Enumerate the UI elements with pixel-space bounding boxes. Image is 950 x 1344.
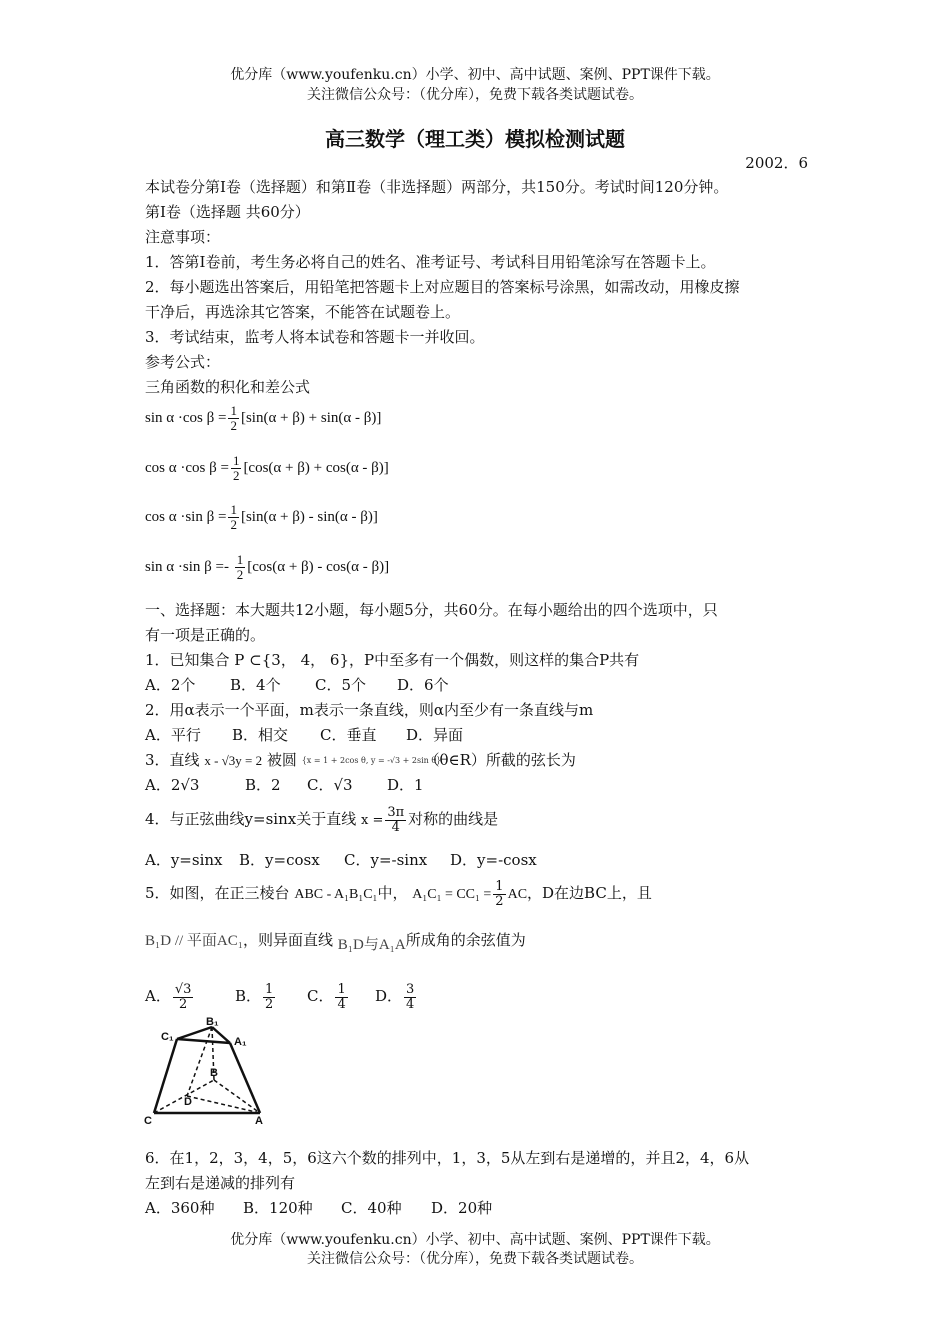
q5-solid: ABC - A₁B₁C₁ bbox=[294, 887, 378, 902]
section1-line-2: 有一项是正确的。 bbox=[145, 626, 266, 644]
q3-option-b: B．2 bbox=[245, 776, 281, 794]
page-title: 高三数学（理工类）模拟检测试题 bbox=[325, 127, 625, 151]
notice-2: 2．每小题选出答案后，用铅笔把答题卡上对应题目的答案标号涂黑，如需改动，用橡皮擦 bbox=[145, 278, 740, 296]
q2-option-d: D．异面 bbox=[406, 726, 464, 744]
q3-circle-equation: {x = 1 + 2cos θ, y = -√3 + 2sin θ} bbox=[301, 756, 442, 765]
question-3-options bbox=[145, 775, 424, 795]
q5-lines: B₁D与A₁A bbox=[337, 937, 406, 953]
formula-1-half: $\frac{1}{2}$ bbox=[230, 403, 237, 433]
notice-3: 3．考试结束，监考人将本试卷和答题卡一并收回。 bbox=[145, 328, 485, 346]
formula-2-rhs: [cos(α + β) + cos(α - β)] bbox=[243, 459, 389, 476]
formula-3-rhs: [sin(α + β) - sin(α - β)] bbox=[240, 508, 378, 525]
q1-option-a: A．2个 bbox=[145, 676, 196, 694]
intro-text: 本试卷分第Ⅰ卷（选择题）和第Ⅱ卷（非选择题）两部分，共150分。考试时间120分钟。 bbox=[145, 178, 729, 196]
q5-suffix: ，D在边BC上，且 bbox=[527, 884, 652, 902]
question-6-line-2: 左到右是递减的排列有 bbox=[145, 1174, 296, 1192]
q5-mid: 中， bbox=[377, 884, 408, 902]
q3-mid: 被圆 bbox=[266, 751, 297, 769]
question-5-options bbox=[145, 976, 418, 1016]
q4-x: x = bbox=[360, 813, 384, 828]
q3-option-d: D．1 bbox=[387, 776, 424, 794]
formula-3 bbox=[145, 503, 378, 532]
q2-option-b: B．相交 bbox=[232, 726, 289, 744]
formula-1-rhs: [sin(α + β) + sin(α - β)] bbox=[240, 409, 382, 426]
ref-subtitle: 三角函数的积化和差公式 bbox=[145, 378, 311, 396]
header-line-1: 优分库（www.youfenku.cn）小学、初中、高中试题、案例、PPT课件下载。 bbox=[230, 67, 720, 83]
label-a1: A₁ bbox=[234, 1036, 247, 1048]
q5-option-a: A． $\frac{√3}{2}$ bbox=[145, 981, 192, 1012]
q3-prefix: 3．直线 bbox=[145, 751, 200, 769]
footer-line-1: 优分库（www.youfenku.cn）小学、初中、高中试题、案例、PPT课件下载。 bbox=[230, 1232, 720, 1248]
q4-option-a: A．y=sinx bbox=[145, 851, 223, 869]
edge-c1-b1 bbox=[177, 1027, 212, 1039]
formula-2-half: $\frac{1}{2}$ bbox=[232, 453, 240, 483]
label-a: A bbox=[255, 1115, 263, 1127]
q6-option-d: D．20种 bbox=[431, 1199, 493, 1217]
q4-suffix: 对称的曲线是 bbox=[408, 810, 499, 828]
exam-date: 2002．6 bbox=[745, 154, 808, 172]
q6-option-a: A．360种 bbox=[145, 1199, 215, 1217]
label-b1: B₁ bbox=[206, 1016, 219, 1028]
q4-option-c: C．y=-sinx bbox=[344, 851, 428, 869]
footer-line-2: 关注微信公众号：（优分库），免费下载各类试题试卷。 bbox=[307, 1251, 643, 1267]
q5-prefix: 5．如图，在正三棱台 bbox=[145, 884, 290, 902]
q3-option-c: C．√3 bbox=[307, 776, 353, 794]
q5-option-b: B． $\frac{1}{2}$ bbox=[235, 981, 274, 1012]
q5-equation: A₁C₁ = CC₁ = bbox=[412, 887, 492, 902]
q4-prefix: 4．与正弦曲线y=sinx关于直线 bbox=[145, 810, 357, 828]
q3-line-equation: x - √3y = 2 bbox=[204, 753, 263, 768]
q4-option-b: B．y=cosx bbox=[239, 851, 320, 869]
question-1: 1．已知集合 P ⊂{3， 4， 6}，P中至多有一个偶数，则这样的集合P共有 bbox=[145, 651, 640, 669]
q1-option-c: C．5个 bbox=[315, 676, 367, 694]
formula-2 bbox=[145, 454, 389, 483]
formula-2-lhs: cos α ·cos β = bbox=[145, 459, 229, 476]
q3-option-a: A．2√3 bbox=[145, 776, 200, 794]
q1-option-d: D．6个 bbox=[397, 676, 449, 694]
formula-4-lhs: sin α ·sin β = bbox=[145, 558, 224, 575]
label-b: B bbox=[210, 1067, 218, 1079]
q5-option-c: C． $\frac{1}{4}$ bbox=[307, 981, 346, 1012]
q1-option-b: B．4个 bbox=[230, 676, 281, 694]
question-1-options bbox=[145, 675, 449, 695]
formula-1-lhs: sin α ·cos β = bbox=[145, 409, 227, 426]
edge-c1-a1 bbox=[177, 1039, 230, 1043]
formula-3-lhs: cos α ·sin β = bbox=[145, 508, 227, 525]
question-6-options bbox=[145, 1198, 492, 1218]
label-d: D bbox=[184, 1096, 192, 1108]
q5-question: 所成角的余弦值为 bbox=[405, 931, 526, 949]
question-6-line-1: 6．在1，2，3，4，5，6这六个数的排列中，1，3，5从左到右是递增的，并且2，4，6从 bbox=[145, 1149, 750, 1167]
segment-b1-d bbox=[187, 1027, 212, 1096]
q2-option-c: C．垂直 bbox=[320, 726, 377, 744]
label-c: C bbox=[144, 1115, 152, 1127]
label-c1: C₁ bbox=[161, 1031, 174, 1043]
notice-title: 注意事项： bbox=[145, 228, 221, 246]
question-5 bbox=[145, 876, 652, 912]
question-5-line-2 bbox=[145, 930, 526, 951]
q3-suffix: （θ∈R）所截的弦长为 bbox=[424, 751, 576, 769]
q5-condition: B₁D // 平面AC₁ bbox=[145, 933, 243, 949]
formula-4-rhs: [cos(α + β) - cos(α - β)] bbox=[247, 558, 390, 575]
q4-fraction: $\frac{3\pi}{4}$ bbox=[387, 804, 405, 835]
q6-option-c: C．40种 bbox=[341, 1199, 402, 1217]
formula-1 bbox=[145, 404, 381, 433]
notice-2-cont: 干净后，再选涂其它答案，不能答在试题卷上。 bbox=[145, 303, 461, 321]
part1-heading: 第Ⅰ卷（选择题 共60分） bbox=[145, 203, 310, 221]
question-4-options bbox=[145, 850, 537, 870]
question-2: 2．用α表示一个平面，m表示一条直线，则α内至少有一条直线与m bbox=[145, 701, 594, 719]
q6-option-b: B．120种 bbox=[243, 1199, 313, 1217]
frustum-figure bbox=[142, 1018, 272, 1128]
notice-1: 1．答第Ⅰ卷前，考生务必将自己的姓名、准考证号、考试科目用铅笔涂写在答题卡上。 bbox=[145, 253, 716, 271]
ref-title: 参考公式： bbox=[145, 353, 221, 371]
q2-option-a: A．平行 bbox=[145, 726, 201, 744]
formula-4-half: $\frac{1}{2}$ bbox=[236, 552, 244, 582]
q5-ac: AC bbox=[507, 887, 528, 902]
question-4 bbox=[145, 802, 498, 838]
question-2-options bbox=[145, 725, 463, 745]
formula-4-sign: - bbox=[223, 558, 233, 575]
q5-option-d: D． $\frac{3}{4}$ bbox=[375, 981, 415, 1012]
section1-line-1: 一、选择题：本大题共12小题，每小题5分，共60分。在每小题给出的四个选项中，只 bbox=[145, 601, 718, 619]
header-line-2: 关注微信公众号：（优分库），免费下载各类试题试卷。 bbox=[307, 87, 643, 103]
formula-4 bbox=[145, 553, 389, 582]
q5-text: ，则异面直线 bbox=[242, 931, 333, 949]
question-3 bbox=[145, 750, 576, 771]
q5-fraction: $\frac{1}{2}$ bbox=[495, 878, 504, 909]
q4-option-d: D．y=-cosx bbox=[450, 851, 537, 869]
formula-3-half: $\frac{1}{2}$ bbox=[230, 502, 237, 532]
